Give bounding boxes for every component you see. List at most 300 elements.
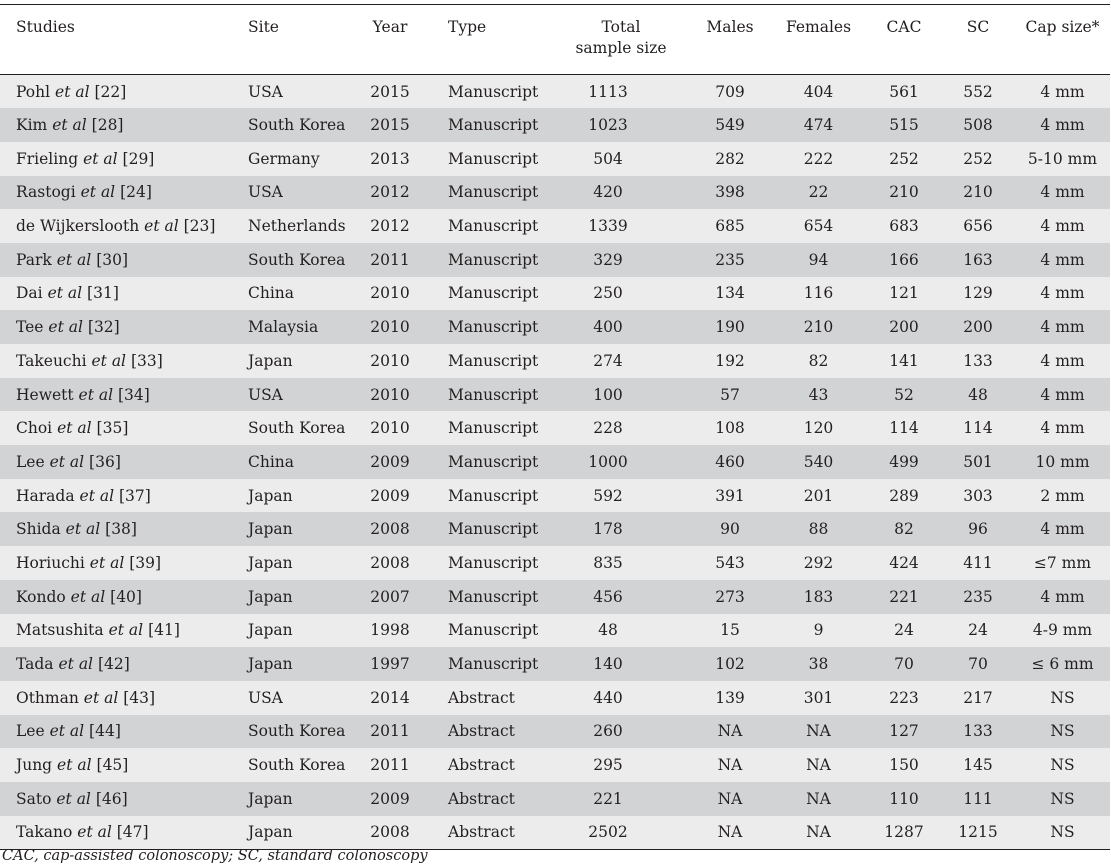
total-sample-size-cell: 456 <box>593 587 623 606</box>
males-cell: 15 <box>720 621 740 640</box>
males-cell: 190 <box>715 318 745 337</box>
site-cell: South Korea <box>248 722 346 741</box>
sc-cell: 303 <box>963 486 993 505</box>
study-reference: [41] <box>148 621 180 640</box>
table-row <box>0 512 1110 546</box>
cap-size-cell: 2 mm <box>1040 486 1085 505</box>
cap-size-cell: 4 mm <box>1040 183 1085 202</box>
total-sample-size-cell: 178 <box>593 520 623 539</box>
year-cell: 2010 <box>370 385 410 404</box>
cac-cell: 210 <box>889 183 919 202</box>
cac-cell: 499 <box>889 452 919 471</box>
header-type: Type <box>430 5 552 75</box>
study-et-al: et al <box>48 318 83 337</box>
cap-size-cell: 4 mm <box>1040 116 1085 135</box>
header-site: Site <box>232 5 350 75</box>
cac-cell: 70 <box>894 655 914 674</box>
type-cell: Manuscript <box>448 419 539 438</box>
cac-cell: 561 <box>889 82 919 101</box>
males-cell: NA <box>717 756 743 775</box>
study-et-al: et al <box>91 351 127 370</box>
header-total-line1: Total <box>601 18 641 36</box>
study-cell <box>0 411 232 445</box>
year-cell: 2009 <box>370 486 410 505</box>
header-cap-size: Cap size* <box>1015 5 1110 75</box>
type-cell: Manuscript <box>448 149 539 168</box>
sc-cell: 24 <box>968 621 988 640</box>
study-et-al: et al <box>57 756 92 775</box>
study-reference: [37] <box>118 486 151 505</box>
males-cell: 108 <box>715 419 745 438</box>
study-et-al: et al <box>65 520 101 539</box>
site-cell: Japan <box>248 520 293 539</box>
table-row <box>0 176 1110 210</box>
table-row <box>0 277 1110 311</box>
cac-cell: 121 <box>889 284 919 303</box>
study-et-al: et al <box>49 452 85 471</box>
site-cell: Japan <box>248 621 293 640</box>
cap-size-cell: NS <box>1050 756 1075 775</box>
year-cell: 2012 <box>370 183 410 202</box>
study-et-al: et al <box>78 385 114 404</box>
table-row <box>0 75 1110 109</box>
females-cell: 82 <box>808 351 829 370</box>
year-cell: 2008 <box>370 553 410 572</box>
total-sample-size-cell: 260 <box>593 722 623 741</box>
total-sample-size-cell: 2502 <box>552 816 690 850</box>
females-cell: 210 <box>803 318 834 337</box>
site-cell: South Korea <box>248 250 346 269</box>
study-et-al: et al <box>55 82 90 101</box>
table-row <box>0 580 1110 614</box>
total-sample-size-cell: 100 <box>593 385 623 404</box>
cap-size-cell: 4 mm <box>1040 82 1085 101</box>
type-cell: Abstract <box>430 816 552 850</box>
study-author: Choi <box>16 419 53 438</box>
study-author: Jung <box>16 756 53 775</box>
total-sample-size-cell: 295 <box>593 756 623 775</box>
study-cell <box>0 715 232 749</box>
total-sample-size-cell: 140 <box>593 655 623 674</box>
males-cell: 57 <box>720 385 740 404</box>
males-cell: 391 <box>715 486 745 505</box>
cac-cell: 127 <box>889 722 919 741</box>
males-cell: 192 <box>715 351 745 370</box>
study-cell <box>0 445 232 479</box>
year-cell: 2012 <box>370 217 410 236</box>
study-reference: [31] <box>87 284 119 303</box>
females-cell: 222 <box>803 149 834 168</box>
study-cell <box>0 378 232 412</box>
study-author: Kondo <box>16 587 66 606</box>
header-total-line2: sample size <box>575 39 667 57</box>
site-cell: Japan <box>248 351 293 370</box>
study-cell <box>0 209 232 243</box>
site-cell: Netherlands <box>248 217 346 236</box>
study-reference: [23] <box>183 217 216 236</box>
cac-cell: 114 <box>889 419 919 438</box>
study-reference: [46] <box>95 789 128 808</box>
females-cell: 292 <box>803 553 834 572</box>
study-reference: [47] <box>116 823 149 842</box>
cac-cell: 252 <box>889 149 919 168</box>
females-cell: 404 <box>803 82 834 101</box>
sc-cell: 552 <box>963 82 993 101</box>
total-sample-size-cell: 329 <box>593 250 623 269</box>
header-row <box>0 5 1110 75</box>
study-author: Shida <box>16 520 61 539</box>
sc-cell: 145 <box>963 756 993 775</box>
sc-cell: 252 <box>963 149 993 168</box>
females-cell: 183 <box>803 587 834 606</box>
site-cell: Japan <box>248 655 293 674</box>
table-row <box>0 445 1110 479</box>
study-author: Othman <box>16 688 79 707</box>
table-row <box>0 378 1110 412</box>
table-row <box>0 715 1110 749</box>
header-total-sample-size <box>552 5 690 75</box>
males-cell: 460 <box>715 452 745 471</box>
site-cell: Japan <box>232 816 350 850</box>
study-author: Pohl <box>16 82 51 101</box>
year-cell: 1998 <box>370 621 410 640</box>
table-row <box>0 546 1110 580</box>
study-et-al: et al <box>56 789 91 808</box>
year-cell: 2008 <box>370 520 410 539</box>
table-footnote: CAC, cap-assisted colonoscopy; SC, standard colonoscopy <box>2 848 428 864</box>
site-cell: China <box>248 284 295 303</box>
females-cell: 38 <box>808 655 829 674</box>
table-row <box>0 209 1110 243</box>
table-row <box>0 344 1110 378</box>
sc-cell: 501 <box>963 452 993 471</box>
total-sample-size-cell: 835 <box>593 553 623 572</box>
females-cell: 9 <box>813 621 824 640</box>
study-author: Park <box>16 250 52 269</box>
males-cell: NA <box>717 789 743 808</box>
sc-cell: 114 <box>963 419 993 438</box>
study-et-al: et al <box>70 587 106 606</box>
study-cell <box>0 647 232 681</box>
study-cell <box>0 176 232 210</box>
studies-table <box>0 4 1110 850</box>
year-cell: 2007 <box>370 587 410 606</box>
table-header <box>0 5 1110 75</box>
study-reference: [28] <box>91 116 124 135</box>
males-cell: 235 <box>715 250 745 269</box>
cac-cell: 150 <box>889 756 919 775</box>
study-reference: [42] <box>97 655 130 674</box>
header-sc: SC <box>941 5 1015 75</box>
type-cell: Manuscript <box>448 587 539 606</box>
type-cell: Abstract <box>448 688 515 707</box>
sc-cell: 96 <box>968 520 988 539</box>
total-sample-size-cell: 228 <box>593 419 623 438</box>
study-reference: [44] <box>89 722 121 741</box>
study-reference: [32] <box>87 318 120 337</box>
total-sample-size-cell: 1000 <box>588 452 628 471</box>
study-reference: [45] <box>96 756 129 775</box>
cap-size-cell: 5-10 mm <box>1027 149 1098 168</box>
cac-cell: 166 <box>889 250 919 269</box>
type-cell: Manuscript <box>448 452 539 471</box>
males-cell: 398 <box>715 183 745 202</box>
cap-size-cell: 4 mm <box>1040 318 1085 337</box>
table-row <box>0 479 1110 513</box>
study-reference: [40] <box>110 587 142 606</box>
cac-cell: 52 <box>894 385 914 404</box>
study-reference: [22] <box>94 82 127 101</box>
cac-cell: 1287 <box>867 816 941 850</box>
sc-cell: 70 <box>968 655 988 674</box>
females-cell: 654 <box>803 217 834 236</box>
females-cell: 120 <box>803 419 834 438</box>
study-et-al: et al <box>52 116 87 135</box>
total-sample-size-cell: 274 <box>593 351 623 370</box>
cap-size-cell: ≤ 6 mm <box>1031 655 1094 674</box>
study-reference: [29] <box>122 149 155 168</box>
year-cell: 2009 <box>370 452 410 471</box>
sc-cell: 133 <box>963 351 993 370</box>
type-cell: Manuscript <box>448 520 539 539</box>
type-cell: Manuscript <box>448 385 539 404</box>
study-author: Horiuchi <box>16 553 85 572</box>
study-cell <box>0 512 232 546</box>
site-cell: USA <box>248 688 283 707</box>
males-cell: 709 <box>715 82 745 101</box>
study-et-al: et al <box>83 688 119 707</box>
study-cell <box>0 108 232 142</box>
males-cell: 282 <box>715 149 745 168</box>
total-sample-size-cell: 400 <box>593 318 623 337</box>
type-cell: Manuscript <box>448 183 539 202</box>
study-et-al: et al <box>47 284 83 303</box>
study-author: Kim <box>16 116 48 135</box>
study-cell <box>0 748 232 782</box>
cap-size-cell: NS <box>1050 789 1075 808</box>
site-cell: Japan <box>248 587 293 606</box>
sc-cell: 217 <box>963 688 993 707</box>
year-cell: 2011 <box>370 722 410 741</box>
table-row <box>0 748 1110 782</box>
study-reference: [39] <box>129 553 162 572</box>
type-cell: Manuscript <box>448 284 539 303</box>
site-cell: Japan <box>248 789 293 808</box>
females-cell: 301 <box>803 688 834 707</box>
cap-size-cell: 4 mm <box>1040 217 1085 236</box>
study-cell <box>0 344 232 378</box>
table-row <box>0 411 1110 445</box>
cac-cell: 24 <box>894 621 914 640</box>
site-cell: Japan <box>248 553 293 572</box>
year-cell: 2011 <box>370 250 410 269</box>
study-author: Rastogi <box>16 183 76 202</box>
sc-cell: 111 <box>963 789 993 808</box>
females-cell: 43 <box>808 385 829 404</box>
cac-cell: 223 <box>889 688 919 707</box>
total-sample-size-cell: 221 <box>593 789 623 808</box>
study-cell <box>0 614 232 648</box>
study-author: Takeuchi <box>16 351 87 370</box>
study-author: Lee <box>16 452 45 471</box>
study-cell <box>0 782 232 816</box>
cap-size-cell: 10 mm <box>1035 452 1090 471</box>
cac-cell: 515 <box>889 116 919 135</box>
year-cell: 2010 <box>370 318 410 337</box>
cac-cell: 82 <box>894 520 914 539</box>
study-reference: [35] <box>96 419 129 438</box>
study-et-al: et al <box>144 217 179 236</box>
study-cell <box>0 310 232 344</box>
total-sample-size-cell: 420 <box>593 183 623 202</box>
cap-size-cell: ≤7 mm <box>1033 553 1092 572</box>
header-females: Females <box>770 5 867 75</box>
table-row <box>0 816 1110 850</box>
table-row <box>0 614 1110 648</box>
study-cell <box>0 816 232 850</box>
cac-cell: 200 <box>889 318 919 337</box>
study-et-al: et al <box>77 823 112 842</box>
total-sample-size-cell: 1339 <box>588 217 628 236</box>
type-cell: Manuscript <box>448 655 539 674</box>
header-males: Males <box>690 5 770 75</box>
study-cell <box>0 479 232 513</box>
study-et-al: et al <box>83 149 118 168</box>
cap-size-cell: NS <box>1015 816 1110 850</box>
year-cell: 2014 <box>370 688 410 707</box>
total-sample-size-cell: 440 <box>593 688 623 707</box>
study-reference: [30] <box>96 250 129 269</box>
study-reference: [24] <box>120 183 152 202</box>
males-cell: 543 <box>715 553 745 572</box>
males-cell: 273 <box>715 587 745 606</box>
site-cell: USA <box>248 82 283 101</box>
females-cell: 116 <box>803 284 834 303</box>
study-et-al: et al <box>79 486 115 505</box>
type-cell: Manuscript <box>448 82 539 101</box>
males-cell: 139 <box>715 688 745 707</box>
type-cell: Abstract <box>448 722 515 741</box>
site-cell: Japan <box>248 486 293 505</box>
type-cell: Abstract <box>448 789 515 808</box>
cap-size-cell: 4 mm <box>1040 385 1085 404</box>
site-cell: South Korea <box>248 419 346 438</box>
study-author: Hewett <box>16 385 74 404</box>
study-et-al: et al <box>108 621 144 640</box>
females-cell: NA <box>806 756 831 775</box>
type-cell: Manuscript <box>448 217 539 236</box>
site-cell: USA <box>248 183 283 202</box>
males-cell: 90 <box>720 520 740 539</box>
type-cell: Manuscript <box>448 351 539 370</box>
cap-size-cell: NS <box>1050 688 1075 707</box>
total-sample-size-cell: 250 <box>593 284 623 303</box>
males-cell: 134 <box>715 284 745 303</box>
cac-cell: 110 <box>889 789 919 808</box>
site-cell: Germany <box>248 149 320 168</box>
males-cell: 102 <box>715 655 745 674</box>
study-reference: [43] <box>123 688 156 707</box>
study-author: Tee <box>16 318 44 337</box>
table-row <box>0 647 1110 681</box>
study-reference: [33] <box>130 351 163 370</box>
year-cell: 2008 <box>350 816 430 850</box>
table-row <box>0 108 1110 142</box>
type-cell: Manuscript <box>448 318 539 337</box>
study-reference: [38] <box>105 520 137 539</box>
study-author: Tada <box>16 655 54 674</box>
type-cell: Manuscript <box>448 116 539 135</box>
year-cell: 2015 <box>370 82 410 101</box>
females-cell: 88 <box>808 520 829 539</box>
females-cell: NA <box>806 722 831 741</box>
header-year: Year <box>350 5 430 75</box>
study-et-al: et al <box>56 250 92 269</box>
cac-cell: 683 <box>889 217 919 236</box>
sc-cell: 129 <box>963 284 993 303</box>
site-cell: South Korea <box>248 756 346 775</box>
study-reference: [34] <box>118 385 150 404</box>
females-cell: NA <box>806 789 831 808</box>
study-author: Frieling <box>16 149 79 168</box>
sc-cell: 200 <box>963 318 993 337</box>
sc-cell: 1215 <box>941 816 1015 850</box>
total-sample-size-cell: 592 <box>593 486 623 505</box>
cac-cell: 424 <box>889 553 919 572</box>
year-cell: 2011 <box>370 756 410 775</box>
study-cell <box>0 580 232 614</box>
table-row <box>0 243 1110 277</box>
cap-size-cell: NS <box>1050 722 1075 741</box>
year-cell: 2009 <box>370 789 410 808</box>
type-cell: Abstract <box>448 756 515 775</box>
study-cell <box>0 681 232 715</box>
table-row <box>0 782 1110 816</box>
males-cell: 549 <box>715 116 745 135</box>
females-cell: 22 <box>808 183 829 202</box>
sc-cell: 48 <box>968 385 988 404</box>
study-et-al: et al <box>57 419 92 438</box>
cap-size-cell: 4 mm <box>1040 520 1085 539</box>
sc-cell: 411 <box>963 553 993 572</box>
cap-size-cell: 4 mm <box>1040 419 1085 438</box>
females-cell: NA <box>770 816 867 850</box>
type-cell: Manuscript <box>448 621 539 640</box>
sc-cell: 656 <box>963 217 993 236</box>
year-cell: 2010 <box>370 351 410 370</box>
cap-size-cell: 4-9 mm <box>1032 621 1093 640</box>
males-cell: NA <box>690 816 770 850</box>
study-cell <box>0 142 232 176</box>
study-cell <box>0 243 232 277</box>
males-cell: 685 <box>715 217 745 236</box>
study-author: Takano <box>16 823 73 842</box>
header-studies: Studies <box>0 5 232 75</box>
table-row <box>0 142 1110 176</box>
females-cell: 94 <box>808 250 829 269</box>
table-body <box>0 75 1110 850</box>
cap-size-cell: 4 mm <box>1040 587 1085 606</box>
cac-cell: 221 <box>889 587 919 606</box>
females-cell: 201 <box>803 486 834 505</box>
study-author: de Wijkerslooth <box>16 217 140 236</box>
type-cell: Manuscript <box>448 250 539 269</box>
study-cell <box>0 75 232 109</box>
study-cell <box>0 277 232 311</box>
site-cell: Malaysia <box>248 318 319 337</box>
study-et-al: et al <box>58 655 94 674</box>
sc-cell: 210 <box>963 183 993 202</box>
